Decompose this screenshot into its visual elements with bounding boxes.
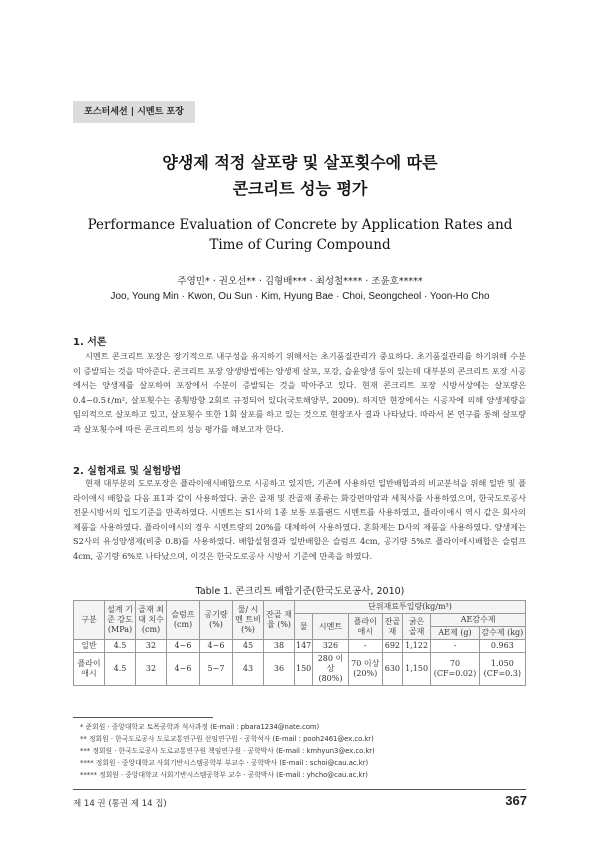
section-2-heading: 2. 실험재료 및 실험방법 xyxy=(73,466,182,477)
th-ae-agent: AE제 (g) xyxy=(431,627,479,640)
th-strength: 설계 기준 강도 (MPa) xyxy=(105,601,136,640)
mix-design-table xyxy=(73,600,526,686)
th-water-reducer: 감수제 (kg) xyxy=(479,627,525,640)
table-row xyxy=(74,653,526,686)
th-ae-group: AE감수제 xyxy=(431,614,526,627)
cell-wc: 43 xyxy=(233,653,264,686)
authors-english: Joo, Young Min · Kwon, Ou Sun · Kim, Hyung Bae · Choi, Seongcheol · Yoon-Ho Cho xyxy=(110,291,490,302)
th-fine-aggregate: 잔골재 xyxy=(382,614,402,640)
cell-wr: 1.050 (CF=0.3) xyxy=(479,653,525,686)
cell-max-aggregate: 32 xyxy=(136,653,167,686)
th-cement: 시멘트 xyxy=(313,614,348,640)
cell-fine: 692 xyxy=(382,640,402,653)
cell-strength: 4.5 xyxy=(105,640,136,653)
cell-air: 5~7 xyxy=(200,653,233,686)
cell-max-aggregate: 32 xyxy=(136,640,167,653)
cell-air: 4~6 xyxy=(200,640,233,653)
cell-wr: 0.963 xyxy=(479,640,525,653)
footnote-4: **** 정회원 · 중앙대학교 사회기반시스템공학부 부교수 · 공학박사 (E-mail : schoi@cau.ac.kr) xyxy=(80,759,369,767)
cell-ae: - xyxy=(431,640,479,653)
footer-volume: 제 14 권 (통권 제 14 집) xyxy=(73,799,167,809)
cell-strength: 4.5 xyxy=(105,653,136,686)
section-1-heading: 1. 서론 xyxy=(73,337,107,348)
footnote-5: ***** 정회원 · 중앙대학교 사회기반시스템공학부 교수 · 공학박사 (E-mail : yhcho@cau.ac.kr) xyxy=(80,771,368,779)
authors-korean: 주영민* · 권오선** · 김형배*** · 최성철**** · 조윤호***** xyxy=(177,276,423,287)
title-english-line-1: Performance Evaluation of Concrete by Application Rates and xyxy=(87,217,513,233)
title-korean-line-1: 양생제 적정 살포량 및 살포횟수에 따른 xyxy=(162,153,438,172)
table-caption: Table 1. 콘크리트 배합기준(한국도로공사, 2010) xyxy=(195,586,405,597)
cell-coarse: 1,122 xyxy=(402,640,430,653)
th-flyash: 플라이 애시 xyxy=(348,614,382,640)
cell-water: 147 xyxy=(295,640,313,653)
cell-cement: 280 이상 (80%) xyxy=(313,653,348,686)
cell-fine: 630 xyxy=(382,653,402,686)
cell-type: 일반 xyxy=(74,640,105,653)
th-unit-materials: 단위재료투입량(kg/m³) xyxy=(295,601,526,614)
section-tag: 포스터세션 | 시멘트 포장 xyxy=(73,101,195,123)
title-english-line-2: Time of Curing Compound xyxy=(209,237,391,253)
th-wc-ratio: 물/ 시멘 트비 (%) xyxy=(233,601,264,640)
cell-sa: 38 xyxy=(264,640,295,653)
footer-divider xyxy=(73,789,526,790)
th-max-aggregate: 골재 최대 치수 (cm) xyxy=(136,601,167,640)
table-row xyxy=(74,640,526,653)
cell-ae: 70 (CF=0.02) xyxy=(431,653,479,686)
cell-type: 플라이 애시 xyxy=(74,653,105,686)
cell-slump: 4~6 xyxy=(167,653,200,686)
title-korean-line-2: 콘크리트 성능 평가 xyxy=(232,179,368,198)
cell-slump: 4~6 xyxy=(167,640,200,653)
th-air: 공기량 (%) xyxy=(200,601,233,640)
cell-coarse: 1,150 xyxy=(402,653,430,686)
page-number: 367 xyxy=(505,793,527,808)
footnote-3: *** 정회원 · 한국도로공사 도로교통연구원 책임연구원 · 공학박사 (E-mail : kmhyun3@ex.co.kr) xyxy=(80,747,375,755)
cell-flyash: 70 이상 (20%) xyxy=(348,653,382,686)
th-type: 구분 xyxy=(74,601,105,640)
th-coarse-aggregate: 굵은 골재 xyxy=(402,614,430,640)
cell-flyash: - xyxy=(348,640,382,653)
footnote-1: * 준회원 · 중앙대학교 토목공학과 석사과정 (E-mail : pbara1234@nate.com) xyxy=(80,723,320,731)
section-1-body: 시멘트 콘크리트 포장은 장기적으로 내구성을 유지하기 위해서는 초기품질관리가 중요하다. 초기품질관리를 하기위해 수분이 증발되는 것을 막아준다. 콘크리트 포장 양생방법에는 양생제 살포, 포강, 습윤양생 등이 있는데 대부분의 콘크리트 포장 시공에서는 양생제를 살포하여 포장에서 수분이 증발되는 것을 막아주고 있다. 현재 콘크리트 포장 시방서상에는 살포량은 0.4~0.5ℓ/m², 살포횟수는 종횡방향 2회로 규정되어 있다(국토해양부, 2009). 하지만 현장에서는 시공자에 의해 양생제량을 임의적으로 살포하고 있고, 살포횟수 또한 1회 살포를 하고 있는 것으로 현장조사 결과 나타났다. 따라서 본 연구를 통해 살포량과 살포횟수에 따른 콘크리트의 성능 평가를 해보고자 한다. xyxy=(73,351,526,434)
cell-wc: 45 xyxy=(233,640,264,653)
th-sand-ratio: 잔골 재율 (%) xyxy=(264,601,295,640)
footnote-divider xyxy=(73,717,213,718)
th-water: 물 xyxy=(295,614,313,640)
cell-cement: 326 xyxy=(313,640,348,653)
th-slump: 슬럼프 (cm) xyxy=(167,601,200,640)
footnote-2: ** 정회원 · 한국도로공사 도로교통연구원 선임연구원 · 공학석사 (E-mail : pooh2461@ex.co.kr) xyxy=(80,735,374,743)
cell-sa: 36 xyxy=(264,653,295,686)
cell-water: 150 xyxy=(295,653,313,686)
section-2-body: 현재 대부분의 도로포장은 플라이애시배합으로 시공하고 있지만, 기존에 사용하던 일반배합과의 비교분석을 위해 일반 및 플라이애시 배합을 다음 표1과 같이 사용하였다. 굵은 골재 및 잔골재 종류는 화강편마암과 세척사를 사용하였으며, 한국도로공사 전문시방서의 입도기준을 만족하였다. 시멘트는 S1사의 1종 보통 포틀랜드 시멘트를 사용하였고, 플라이애시 역시 같은 회사의 제품을 사용하였다. 플라이애시의 경우 시멘트량의 20%를 대체하여 사용하였다. 혼화제는 D사의 제품을 사용하였다. 양생제는 S2사의 유성양생제(비중 0.8)를 사용하였다. 배합설험결과 일반배합은 슬럼프 4cm, 공기량 5%로 플라이애시배합은 슬럼프 4cm, 공기량 6%로 나타났으며, 이것은 한국도로공사 시방서 기준에 만족을 하였다. xyxy=(73,478,526,561)
